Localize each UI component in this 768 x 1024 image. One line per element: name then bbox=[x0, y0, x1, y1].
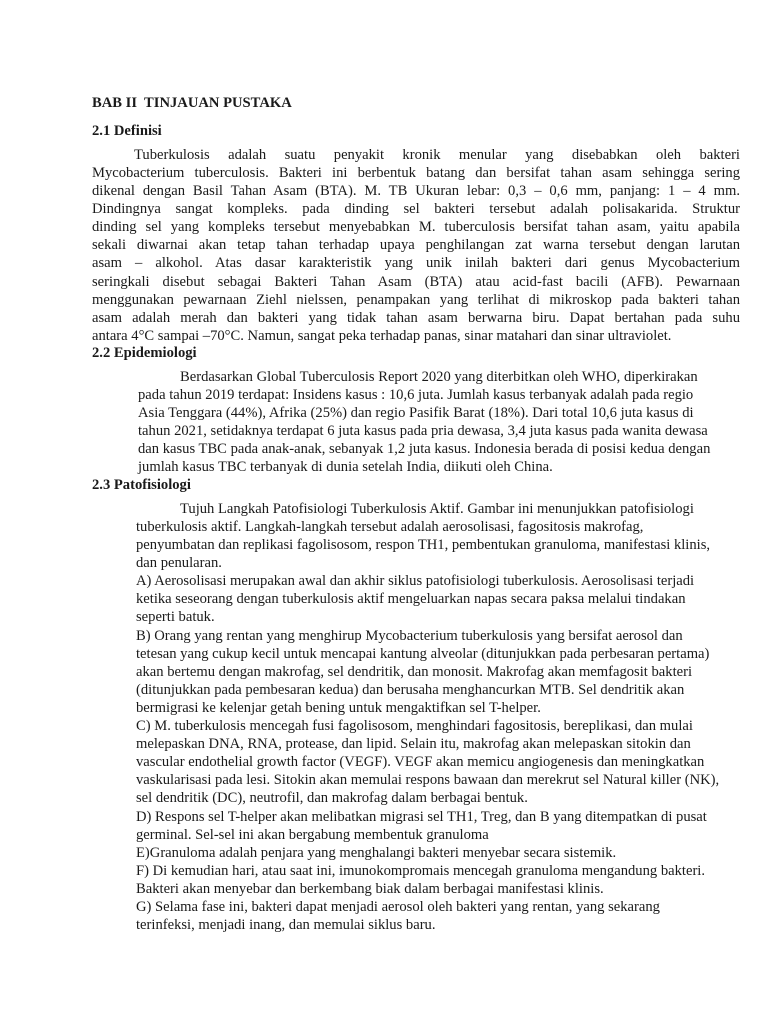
paragraph-definisi-first-line bbox=[134, 146, 740, 164]
list-item-g: G) Selama fase ini, bakteri dapat menjadi aerosol oleh bakteri yang rentan, yang sekarang bbox=[136, 898, 660, 915]
paragraph-line: tetesan yang cukup kecil untuk mencapai kantung alveolar (ditunjukkan pada perbesaran pertama) bbox=[136, 645, 710, 662]
paragraph-line: vaskularisasi pada lesi. Sitokin akan memulai respons bawaan dan merekrut sel Natural killer (NK), bbox=[136, 772, 720, 789]
paragraph-line: Dindingnya sangat kompleks. pada dinding sel bakteri tersebut adalah polisakarida. Struktur bbox=[92, 201, 740, 218]
chapter-title: BAB II TINJAUAN PUSTAKA bbox=[92, 95, 292, 111]
paragraph-line: Asia Tenggara (44%), Afrika (25%) dan regio Pasifik Barat (18%). Dari total 10,6 juta kasus di bbox=[138, 405, 694, 422]
paragraph-line: melepaskan DNA, RNA, protease, dan lipid. Selain itu, makrofag akan melepaskan sitokin dan bbox=[136, 736, 691, 753]
paragraph-line: penyumbatan dan replikasi fagolisosom, respon TH1, pembentukan granuloma, manifestasi klinis, bbox=[136, 537, 711, 554]
paragraph-line: (ditunjukkan pada pembesaran kedua) dan berusaha menghancurkan MTB. Sel dendritik akan bbox=[136, 681, 685, 698]
list-item-e: E)Granuloma adalah penjara yang menghalangi bakteri menyebar secara sistemik. bbox=[136, 844, 617, 861]
paragraph-line: menggunakan pewarnaan Ziehl nielssen, penampakan yang terlihat di mikroskop pada bakteri tahan bbox=[92, 291, 740, 308]
paragraph-line: Tuberkulosis adalah suatu penyakit kronik menular yang disebabkan oleh bakteri bbox=[134, 147, 740, 163]
paragraph-line: Berdasarkan Global Tuberculosis Report 2020 yang diterbitkan oleh WHO, diperkirakan bbox=[180, 369, 698, 385]
paragraph-line: dinding sel yang kompleks tersebut menyebabkan M. tuberculosis bersifat tahan asam, yaitu apabila bbox=[92, 219, 740, 236]
paragraph-line: Tujuh Langkah Patofisiologi Tuberkulosis Aktif. Gambar ini menunjukkan patofisiologi bbox=[180, 501, 694, 517]
paragraph-definisi bbox=[92, 164, 740, 345]
paragraph-line: sekali diwarnai akan tetap tahan terhadap upaya penghilangan zat warna tersebut dengan larutan bbox=[92, 237, 740, 254]
paragraph-line: asam adalah merah dan bakteri yang tidak tahan asam berwarna biru. Dapat bertahan pada suhu bbox=[92, 309, 740, 326]
paragraph-epidemiologi bbox=[138, 386, 738, 476]
paragraph-line: dikenal dengan Basil Tahan Asam (BTA). M. TB Ukuran lebar: 0,3 – 0,6 mm, panjang: 1 – 4 mm. bbox=[92, 183, 740, 200]
paragraph-line: vascular endothelial growth factor (VEGF). VEGF akan memicu angiogenesis dan meningkatkan bbox=[136, 754, 705, 771]
paragraph-line: dan kasus TBC pada anak-anak, sebanyak 1,2 juta kasus. Indonesia berada di posisi kedua dengan bbox=[138, 441, 711, 458]
section-heading-epidemiologi: 2.2 Epidemiologi bbox=[92, 345, 197, 361]
section-heading-patofisiologi: 2.3 Patofisiologi bbox=[92, 477, 191, 493]
paragraph-line: asam – alkohol. Atas dasar karakteristik yang unik inilah bakteri dari genus Mycobacterium bbox=[92, 255, 740, 272]
paragraph-line: antara 4°C sampai –70°C. Namun, sangat peka terhadap panas, sinar matahari dan sinar ultraviolet. bbox=[92, 327, 672, 344]
paragraph-patofisiologi bbox=[136, 518, 736, 934]
section-heading-definisi: 2.1 Definisi bbox=[92, 123, 162, 139]
paragraph-line: akan bertemu dengan makrofag, sel dendritik, dan monosit. Makrofag akan memfagosit bakteri bbox=[136, 663, 693, 680]
list-item-f: F) Di kemudian hari, atau saat ini, imunokompromais mencegah granuloma mengandung bakteri. bbox=[136, 862, 706, 879]
paragraph-line: seperti batuk. bbox=[136, 609, 215, 626]
paragraph-line: sel dendritik (DC), neutrofil, dan makrofag dalam berbagai bentuk. bbox=[136, 790, 528, 807]
list-item-a: A) Aerosolisasi merupakan awal dan akhir siklus patofisiologi tuberkulosis. Aerosolisasi terjadi bbox=[136, 573, 695, 590]
paragraph-line: tahun 2021, setidaknya terdapat 6 juta kasus pada pria dewasa, 3,4 juta kasus pada wanita dewasa bbox=[138, 423, 708, 440]
list-item-b: B) Orang yang rentan yang menghirup Mycobacterium tuberkulosis yang bersifat aerosol dan bbox=[136, 627, 683, 644]
paragraph-epidemiologi-first-line bbox=[180, 368, 728, 386]
list-item-d: D) Respons sel T-helper akan melibatkan migrasi sel TH1, Treg, dan B yang ditempatkan di pusat bbox=[136, 808, 707, 825]
paragraph-line: pada tahun 2019 terdapat: Insidens kasus : 10,6 juta. Jumlah kasus terbanyak adalah pada regio bbox=[138, 387, 694, 403]
paragraph-line: seringkali disebut sebagai Bakteri Tahan Asam (BTA) atau acid-fast bacili (AFB). Pewarnaan bbox=[92, 273, 740, 290]
paragraph-line: germinal. Sel-sel ini akan bergabung membentuk granuloma bbox=[136, 826, 489, 843]
list-item-c: C) M. tuberkulosis mencegah fusi fagolisosom, menghindari fagositosis, bereplikasi, dan mulai bbox=[136, 718, 693, 735]
paragraph-line: jumlah kasus TBC terbanyak di dunia setelah India, diikuti oleh China. bbox=[138, 459, 553, 476]
paragraph-line: dan penularan. bbox=[136, 555, 222, 572]
paragraph-line: Mycobacterium tuberculosis. Bakteri ini berbentuk batang dan bersifat tahan asam sehingga sering bbox=[92, 165, 740, 181]
paragraph-line: terinfeksi, menjadi inang, dan memulai siklus baru. bbox=[136, 917, 436, 934]
paragraph-line: Bakteri akan menyebar dan berkembang biak dalam berbagai manifestasi klinis. bbox=[136, 880, 604, 897]
paragraph-line: bermigrasi ke kelenjar getah bening untuk mengaktifkan sel T-helper. bbox=[136, 699, 541, 716]
paragraph-line: ketika seseorang dengan tuberkulosis aktif mengeluarkan napas secara paksa melalui tindakan bbox=[136, 591, 686, 608]
paragraph-patofisiologi-first-line bbox=[180, 500, 728, 518]
paragraph-line: tuberkulosis aktif. Langkah-langkah tersebut adalah aerosolisasi, fagositosis makrofag, bbox=[136, 519, 644, 535]
